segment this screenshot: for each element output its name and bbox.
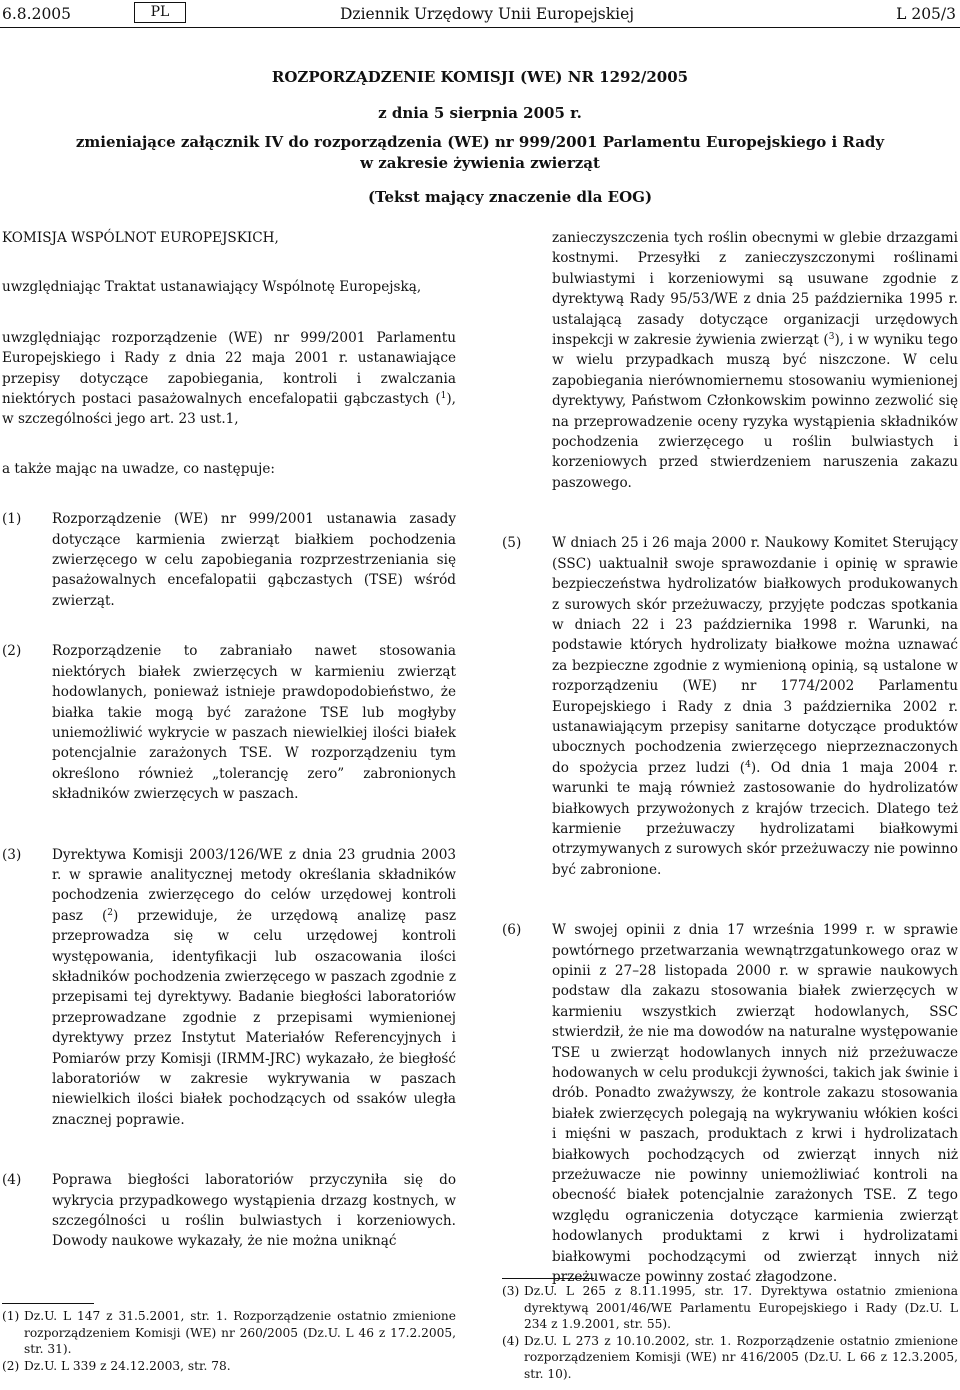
footnote-rule	[2, 1303, 94, 1304]
recital-number: (6)	[502, 922, 522, 939]
footnotes-left	[2, 1303, 456, 1374]
commission-heading: KOMISJA WSPÓLNOT EUROPEJSKICH,	[2, 230, 279, 246]
recital-5-text-a: W dniach 25 i 26 maja 2000 r. Naukowy Komitet Sterujący (SSC) uaktualnił swoje sprawozdanie i opinię w sprawie bezpieczeństwa hydrolizatów białkowych produkowanych z surowych skór przeżuwaczy, przyjęte podczas spotkania w dniach 22 i 23 października 1998 r. Warunki, na podstawie których hydrolizaty białkowe można uznawać za bezpieczne zgodnie z wymienioną opinią, są ustalone w rozporządzeniu (WE) nr 1774/2002 Parlamentu Europejskiego i Rady z dnia 3 października 2002 r. ustanawiającym przepisy sanitarne dotyczące produktów ubocznych pochodzenia zwierzęcego nieprzeznaczonych do spożycia przez ludzi (	[552, 535, 958, 776]
recital-3	[2, 845, 456, 1131]
footnote-text: Dz.U. L 147 z 31.5.2001, str. 1. Rozporządzenie ostatnio zmienione rozporządzeniem Komisji (WE) nr 260/2005 (Dz.U. L 46 z 17.2.2005, str. 31).	[24, 1309, 456, 1356]
header-date: 6.8.2005	[2, 5, 72, 23]
right-column	[502, 228, 958, 1288]
recital-text: Rozporządzenie (WE) nr 999/2001 ustanawia zasady dotyczące karmienia zwierząt białkiem pochodzenia zwierzęcego w celu zapobiegania rozprzestrzeniania się pasażowalnych encefalopatii gąbczastych (TSE) wśród zwierząt.	[52, 511, 456, 609]
recital-4-continued	[502, 228, 958, 493]
footnote-ref-4[interactable]: 4	[745, 759, 751, 770]
recital-text	[552, 533, 958, 880]
left-column	[2, 228, 456, 1252]
recital-3-text-a: Dyrektywa Komisji 2003/126/WE z dnia 23 grudnia 2003 r. w sprawie analitycznej metody określania składników pochodzenia zwierzęcego do celów urzędowej kontroli pasz (	[52, 846, 456, 924]
footnote-text: Dz.U. L 273 z 10.10.2002, str. 1. Rozporządzenie ostatnio zmienione rozporządzeniem Komisji (WE) nr 416/2005 (Dz.U. L 66 z 12.3.2005, str. 10).	[524, 1333, 958, 1381]
recital-5-text-b: ). Od dnia 1 maja 2004 r. warunki te mają również zastosowanie do hydrolizatów białkowych przywożonych z krajów trzecich. Dlatego też karmienie przeżuwaczy hydrolizatami białkowymi otrzymywanych z surowych skór przeżuwaczy nie powinno być zabronione.	[552, 759, 958, 878]
recital-6	[502, 920, 958, 1287]
footnote-number: (4)	[502, 1333, 520, 1348]
footnote-ref-2[interactable]: 2	[107, 907, 114, 918]
eea-relevance: (Tekst mający znaczenie dla EOG)	[367, 188, 653, 206]
footnote-text: Dz.U. L 339 z 24.12.2003, str. 78.	[24, 1358, 231, 1373]
regulation-subject-line1: zmieniające załącznik IV do rozporządzenia (WE) nr 999/2001 Parlamentu Europejskiego i Rady	[75, 133, 885, 151]
footnote-number: (2)	[2, 1358, 20, 1373]
whereas-intro: a także mając na uwadze, co następuje:	[2, 460, 275, 477]
recital-number: (5)	[502, 535, 522, 552]
footnote-3	[502, 1283, 958, 1333]
footnote-ref-1[interactable]: 1	[440, 391, 447, 402]
recital-text: Poprawa biegłości laboratoriów przyczyniła się do wykrycia przypadkowego wystąpienia drzazg kostnych, w szczególności u roślin bulwiastych i korzeniowych. Dowody naukowe wykazały, że nie można uniknąć	[52, 1172, 456, 1250]
recital-4-text-b: ), i w wyniku tego w wielu przypadkach muszą być niszczone. W celu zapobiegania nierównomiernemu stosowaniu wymienionej dyrektywy, Państwom Członkowskim powinno zezwolić się na przeprowadzenie oceny ryzyka wystąpienia składników pochodzenia zwierzęcego u roślin bulwiastych i korzeniowych przed stwierdzeniem naruszenia zakazu paszowego.	[552, 332, 958, 491]
footnote-number: (3)	[502, 1284, 520, 1298]
recital-text: Rozporządzenie to zabraniało nawet stosowania niektórych białek zwierzęcych w karmieniu zwierząt hodowlanych, ponieważ istnieje prawdopodobieństwo, że białka takie mogą być zarażone TSE lub mogłyby uniemożliwić wykrycie w paszach niewielkiej ilości białek potencjalnie zarażonych TSE. W rozporządzeniu tym określono również „tolerancję zero” zabronionych składników zwierzęcych w paszach.	[52, 643, 456, 803]
journal-title: Dziennik Urzędowy Unii Europejskiej	[340, 5, 635, 23]
recital-text: W swojej opinii z dnia 17 września 1999 r. w sprawie powtórnego przetwarzania wewnątrzgatunkowego oraz w opinii z 27–28 listopada 2000 r. w sprawie naukowych podstaw dla zakazu stosowania białek zwierzęcych w karmieniu wszystkich zwierząt hodowlanych, SSC stwierdził, że nie ma dowodów na naturalne występowanie TSE u zwierząt hodowlanych innych niż przeżuwacze hodowanych w celu produkcji żywności, takich jak świnie i drób. Ponadto zważywszy, że kontrole zakazu stosowania białek zwierzęcych polegają na wykrywaniu włókien kości i mięśni w paszach, produktach z krwi i hydrolizatach białkowych pochodzących od zwierząt innych niż przeżuwacze nie powinny uniemożliwiać kontroli na obecność białek potencjalnie zarażonych TSE. Z tego względu ograniczenia dotyczące karmienia zwierząt hodowlanych produktami z krwi i hydrolizatami białkowymi pochodzącymi od zwierząt innych niż przeżuwacze powinny zostać złagodzone.	[552, 922, 958, 1286]
footnote-2	[2, 1358, 456, 1375]
citation-treaty: uwzględniając Traktat ustanawiający Wspólnotę Europejską,	[2, 279, 422, 296]
footnote-4	[502, 1333, 958, 1383]
page-number: L 205/3	[896, 5, 956, 23]
regulation-subject-line2: w zakresie żywienia zwierząt	[360, 154, 600, 172]
citation-regulation-text-b: ), w szczególności jego art. 23 ust.1,	[2, 391, 456, 428]
recital-3-text-b: ) przewiduje, że urzędową analizę pasz przeprowadza się w celu urzędowej kontroli występowania, identyfikacji lub oszacowania ilości składników pochodzenia zwierzęcego w paszach zgodnie z przepisami tej dyrektywy. Badanie biegłości laboratoriów przeprowadzane zgodnie z przepisami wymienionej dyrektywy przez Instytut Materiałów Referencyjnych i Pomiarów przy Komisji (IRMM-JRC) wykazało, że biegłość laboratoriów w zakresie wykrywania w paszach niewielkich ilości białek pochodzących od ssaków uległa znacznej poprawie.	[52, 907, 456, 1128]
footnote-number: (1)	[2, 1309, 20, 1323]
footnotes-right	[502, 1278, 958, 1382]
page-header	[0, 0, 960, 30]
footnote-text: Dz.U. L 265 z 8.11.1995, str. 17. Dyrektywa ostatnio zmieniona dyrektywą 2001/46/WE Parlamentu Europejskiego i Rady (Dz.U. L 234 z 1.9.2001, str. 55).	[524, 1284, 958, 1331]
header-rule	[0, 27, 960, 28]
regulation-title: ROZPORZĄDZENIE KOMISJI (WE) NR 1292/2005	[271, 68, 689, 86]
recital-text	[552, 228, 958, 493]
recital-number: (1)	[2, 511, 22, 528]
footnote-ref-3[interactable]: 3	[828, 332, 835, 343]
recital-number: (2)	[2, 643, 22, 660]
language-box: PL	[134, 2, 186, 23]
recital-text	[52, 845, 456, 1131]
recital-4	[2, 1170, 456, 1252]
recital-1	[2, 509, 456, 611]
recital-4-text-a: zanieczyszczenia tych roślin obecnymi w glebie drzazgami kostnymi. Przesyłki z zanieczyszczonymi roślinami bulwiastymi i korzeniowymi są usuwane zgodnie z dyrektywą Rady 95/53/WE z dnia 25 października 1995 r. ustalającą zasady dotyczące organizacji urzędowych inspekcji w zakresie żywienia zwierząt (	[552, 230, 958, 349]
regulation-date: z dnia 5 sierpnia 2005 r.	[378, 104, 582, 122]
footnote-1	[2, 1308, 456, 1358]
regulation-subject	[0, 132, 960, 174]
recital-5	[502, 533, 958, 880]
recital-2	[2, 641, 456, 804]
citation-regulation	[2, 328, 456, 430]
footnote-rule	[502, 1278, 594, 1279]
citation-regulation-text-a: uwzględniając rozporządzenie (WE) nr 999/2001 Parlamentu Europejskiego i Rady z dnia 22 maja 2001 r. ustanawiające przepisy dotyczące zapobiegania, kontroli i zwalczania niektórych postaci pasażowalnych encefalopatii gąbczastych (	[2, 329, 456, 408]
recital-number: (4)	[2, 1172, 22, 1189]
recital-number: (3)	[2, 846, 22, 863]
